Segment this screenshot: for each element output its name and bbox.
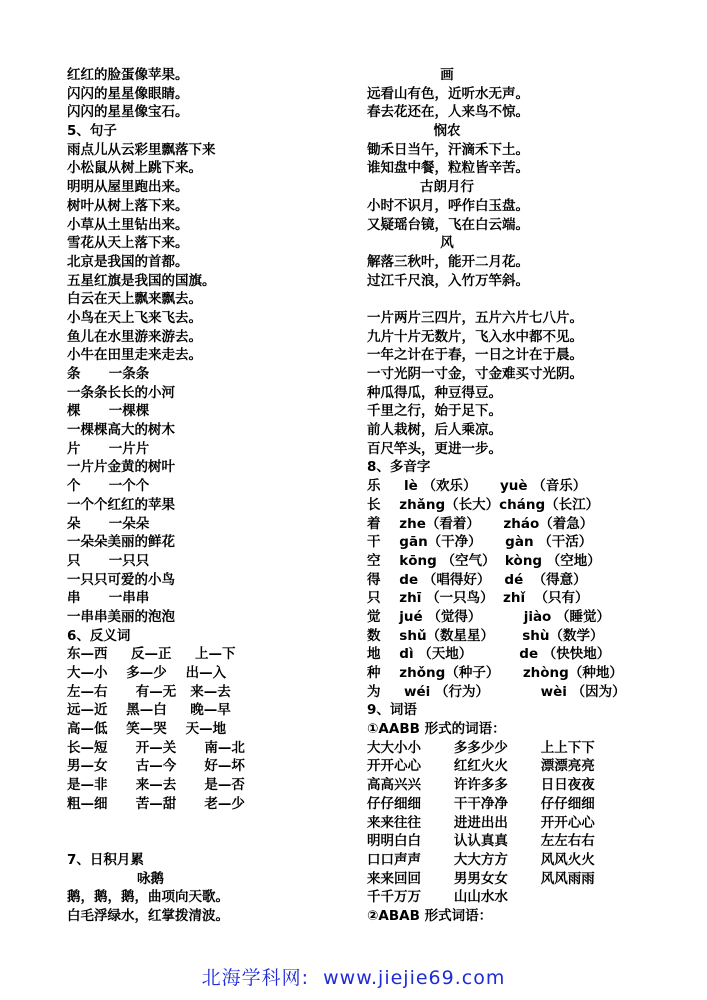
text-line: 锄禾日当午，汗滴禾下土。 xyxy=(367,141,529,158)
text-line: 数 shǔ（数星星） shù（数学） xyxy=(367,627,604,644)
blank-line xyxy=(67,814,357,833)
text-line: 开开心心 红红火火 漂漂亮亮 xyxy=(367,758,595,775)
text-line: 长 zhǎng（长大）cháng（长江） xyxy=(367,496,600,513)
text-line: 一串串美丽的泡泡 xyxy=(67,608,175,625)
text-line: 远—近 黑—白 晚—早 xyxy=(67,702,231,719)
poem-title: 风 xyxy=(440,235,454,252)
text-line: 条 一条条 xyxy=(67,366,150,382)
text-line: 五星红旗是我国的国旗。 xyxy=(67,272,216,289)
text-line: 得 de （唱得好） dé （得意） xyxy=(367,571,587,588)
text-line: ①AABB 形式的词语： xyxy=(367,721,506,738)
text-line: 只 zhī （一只鸟） zhǐ （只有） xyxy=(367,590,589,607)
text-line: 空 kōng （空气） kòng （空地） xyxy=(367,552,601,569)
right-column xyxy=(367,66,697,926)
text-line: 小草从土里钻出来。 xyxy=(67,216,189,233)
text-line: 白云在天上飘来飘去。 xyxy=(67,291,202,308)
text-line: 一片两片三四片，五片六片七八片。 xyxy=(367,309,583,326)
text-line: 闪闪的星星像眼睛。 xyxy=(67,85,189,102)
text-line: 男—女 古—今 好—坏 xyxy=(67,758,245,775)
text-line: 小鸟在天上飞来飞去。 xyxy=(67,309,202,326)
text-line: 前人栽树，后人乘凉。 xyxy=(367,422,502,439)
text-line: 大—小 多—少 出—入 xyxy=(67,665,227,681)
text-line: 春去花还在，人来鸟不惊。 xyxy=(367,104,529,121)
text-line: 着 zhe（看着） zháo（着急） xyxy=(367,515,594,532)
text-line: 仔仔细细 干干净净 仔仔细细 xyxy=(367,795,595,812)
text-line: 左—右 有—无 来—去 xyxy=(67,683,231,700)
left-column xyxy=(67,66,357,926)
text-line: 为 wéi （行为） wèi （因为） xyxy=(367,683,626,700)
text-line: 百尺竿头，更进一步。 xyxy=(367,440,502,457)
text-line: 九片十片无数片，飞入水中都不见。 xyxy=(367,328,583,345)
text-line: 远看山有色，近听水无声。 xyxy=(367,85,529,102)
text-line: 大大小小 多多少少 上上下下 xyxy=(367,739,595,756)
text-line: 粗—细 苦—甜 老—少 xyxy=(67,795,245,812)
text-line: 闪闪的星星像宝石。 xyxy=(67,104,189,121)
text-line: 雪花从天上落下来。 xyxy=(67,235,189,252)
blank-line xyxy=(67,832,357,851)
text-line: 觉 jué （觉得） jiào （睡觉） xyxy=(367,608,611,625)
text-line: 鱼儿在水里游来游去。 xyxy=(67,328,202,345)
section-heading: 5、句子 xyxy=(67,123,117,140)
text-line: 来来往往 进进出出 开开心心 xyxy=(367,814,595,831)
section-heading: 9、词语 xyxy=(367,702,417,719)
text-line: 小时不识月，呼作白玉盘。 xyxy=(367,197,529,214)
text-line: 明明白白 认认真真 左左右右 xyxy=(367,833,595,850)
text-line: 一朵朵美丽的鲜花 xyxy=(67,534,175,551)
text-line: 一棵棵高大的树木 xyxy=(67,422,175,439)
text-line: 来来回回 男男女女 风风雨雨 xyxy=(367,870,595,887)
text-line: 树叶从树上落下来。 xyxy=(67,197,189,214)
text-line: 朵 一朵朵 xyxy=(67,515,150,532)
text-line: 棵 一棵棵 xyxy=(67,403,150,420)
text-line: 种瓜得瓜，种豆得豆。 xyxy=(367,384,502,401)
text-line: 雨点儿从云彩里飘落下来 xyxy=(67,141,216,158)
section-heading: 8、多音字 xyxy=(367,459,431,476)
text-line: ②ABAB 形式词语： xyxy=(367,907,493,924)
text-line: 种 zhǒng（种子） zhòng（种地） xyxy=(367,665,623,681)
text-line: 千千万万 山山水水 xyxy=(367,889,508,906)
footer-watermark: 北海学科网: www.jiejie69.com xyxy=(201,967,506,989)
text-line: 又疑瑶台镜，飞在白云端。 xyxy=(367,216,529,233)
text-line: 小牛在田里走来走去。 xyxy=(67,347,202,364)
text-line: 小松鼠从树上跳下来。 xyxy=(67,160,202,177)
poem-title: 咏鹅 xyxy=(137,870,164,887)
blank-line xyxy=(367,290,697,309)
text-line: 一年之计在于春，一日之计在于晨。 xyxy=(367,347,583,364)
text-line: 一个个红红的苹果 xyxy=(67,496,175,513)
text-line: 串 一串串 xyxy=(67,590,150,607)
text-line: 明明从屋里跑出来。 xyxy=(67,179,189,196)
text-line: 千里之行，始于足下。 xyxy=(367,403,502,420)
text-line: 一寸光阴一寸金，寸金难买寸光阴。 xyxy=(367,366,583,382)
text-line: 高高兴兴 许许多多 日日夜夜 xyxy=(367,777,595,794)
text-line: 北京是我国的首都。 xyxy=(67,253,189,270)
text-line: 长—短 开—关 南—北 xyxy=(67,739,245,756)
poem-title: 悯农 xyxy=(433,123,461,140)
text-line: 乐 lè （欢乐） yuè （音乐） xyxy=(367,478,587,495)
text-line: 鹅，鹅，鹅，曲项向天歌。 xyxy=(67,889,229,906)
text-line: 一只只可爱的小鸟 xyxy=(67,571,175,588)
text-line: 干 gān（干净） gàn （干活） xyxy=(367,534,593,551)
text-line: 口口声声 大大方方 风风火火 xyxy=(367,851,595,868)
section-heading: 7、日积月累 xyxy=(67,851,144,868)
text-line: 高—低 笑—哭 天—地 xyxy=(67,721,227,738)
section-heading: 6、反义词 xyxy=(67,627,131,644)
text-line: 过江千尺浪，入竹万竿斜。 xyxy=(367,272,529,289)
poem-title: 古朗月行 xyxy=(420,179,474,196)
text-line: 谁知盘中餐，粒粒皆辛苦。 xyxy=(367,160,529,177)
text-line: 地 dì （天地） de （快快地） xyxy=(367,646,611,663)
text-line: 是—非 来—去 是—否 xyxy=(67,777,245,794)
text-line: 东—西 反—正 上—下 xyxy=(67,646,236,663)
text-line: 白毛浮绿水，红掌拨清波。 xyxy=(67,907,229,924)
text-line: 个 一个个 xyxy=(67,478,150,495)
poem-title: 画 xyxy=(440,67,454,83)
text-line: 红红的脸蛋像苹果。 xyxy=(67,67,189,83)
text-line: 一片片金黄的树叶 xyxy=(67,459,175,476)
text-line: 解落三秋叶，能开二月花。 xyxy=(367,253,529,270)
text-line: 一条条长长的小河 xyxy=(67,384,175,401)
text-line: 片 一片片 xyxy=(67,440,150,457)
text-line: 只 一只只 xyxy=(67,552,150,569)
